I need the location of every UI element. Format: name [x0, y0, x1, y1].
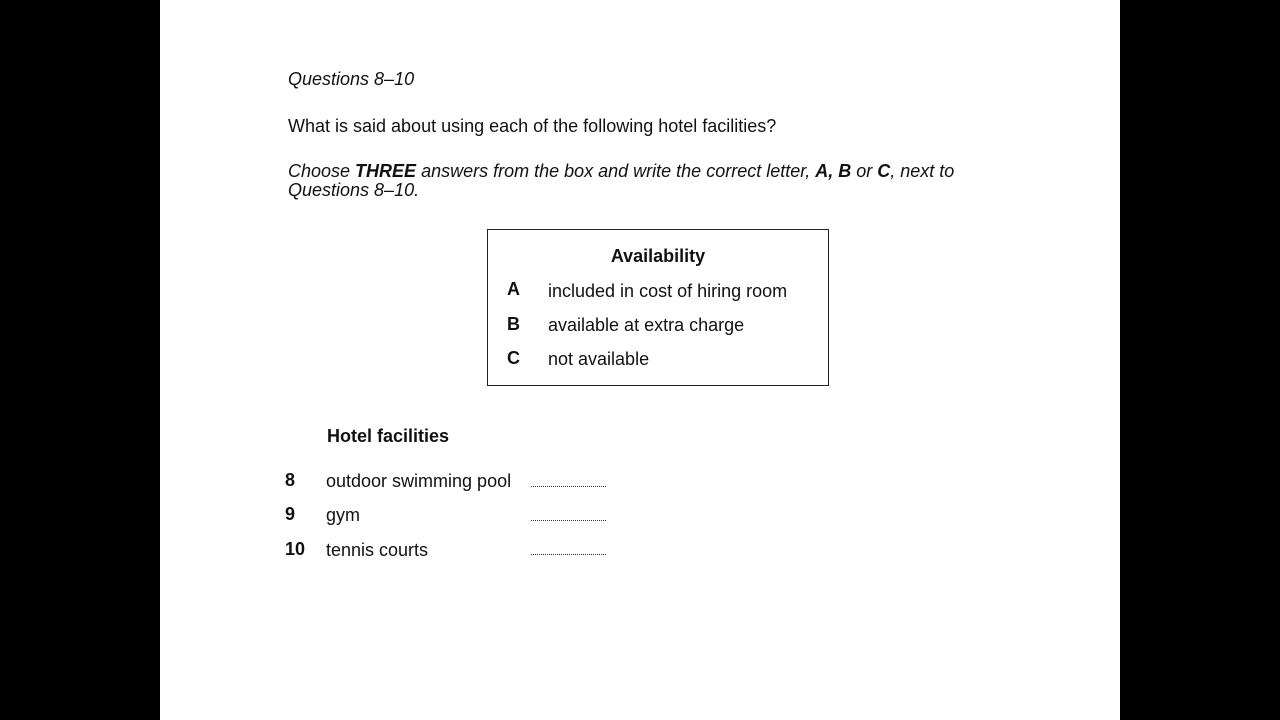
- option-text: included in cost of hiring room: [548, 281, 788, 301]
- option-text: available at extra charge: [548, 315, 745, 335]
- question-number: 8: [285, 470, 296, 490]
- answer-blank[interactable]: [531, 554, 606, 555]
- instruction-emphasis: THREE: [355, 161, 417, 181]
- answer-blank[interactable]: [531, 520, 606, 521]
- option-letter: A: [507, 279, 520, 299]
- instruction-text: , next to: [890, 161, 955, 181]
- question-number: 10: [285, 539, 306, 559]
- instruction-text: answers from the box and write the correct letter,: [416, 161, 816, 181]
- question-text: What is said about using each of the following hotel facilities?: [288, 116, 777, 136]
- availability-box: [487, 229, 829, 386]
- instruction-text: or: [851, 161, 878, 181]
- option-letter: B: [507, 314, 520, 334]
- facility-label: gym: [326, 505, 361, 525]
- question-number: 9: [285, 504, 296, 524]
- instruction-line-1: [288, 161, 954, 181]
- option-letter: C: [507, 348, 520, 368]
- questions-title: Questions 8–10: [288, 69, 415, 89]
- facility-label: outdoor swimming pool: [326, 471, 512, 491]
- facility-label: tennis courts: [326, 540, 429, 560]
- answer-blank[interactable]: [531, 486, 606, 487]
- instruction-text: Choose: [288, 161, 356, 181]
- facilities-heading: Hotel facilities: [327, 426, 450, 446]
- instruction-line-2: Questions 8–10.: [288, 180, 420, 200]
- document-page: [160, 0, 1120, 720]
- instruction-letters: C: [877, 161, 891, 181]
- option-text: not available: [548, 349, 650, 369]
- instruction-letters: A, B: [815, 161, 852, 181]
- box-heading: Availability: [610, 246, 706, 266]
